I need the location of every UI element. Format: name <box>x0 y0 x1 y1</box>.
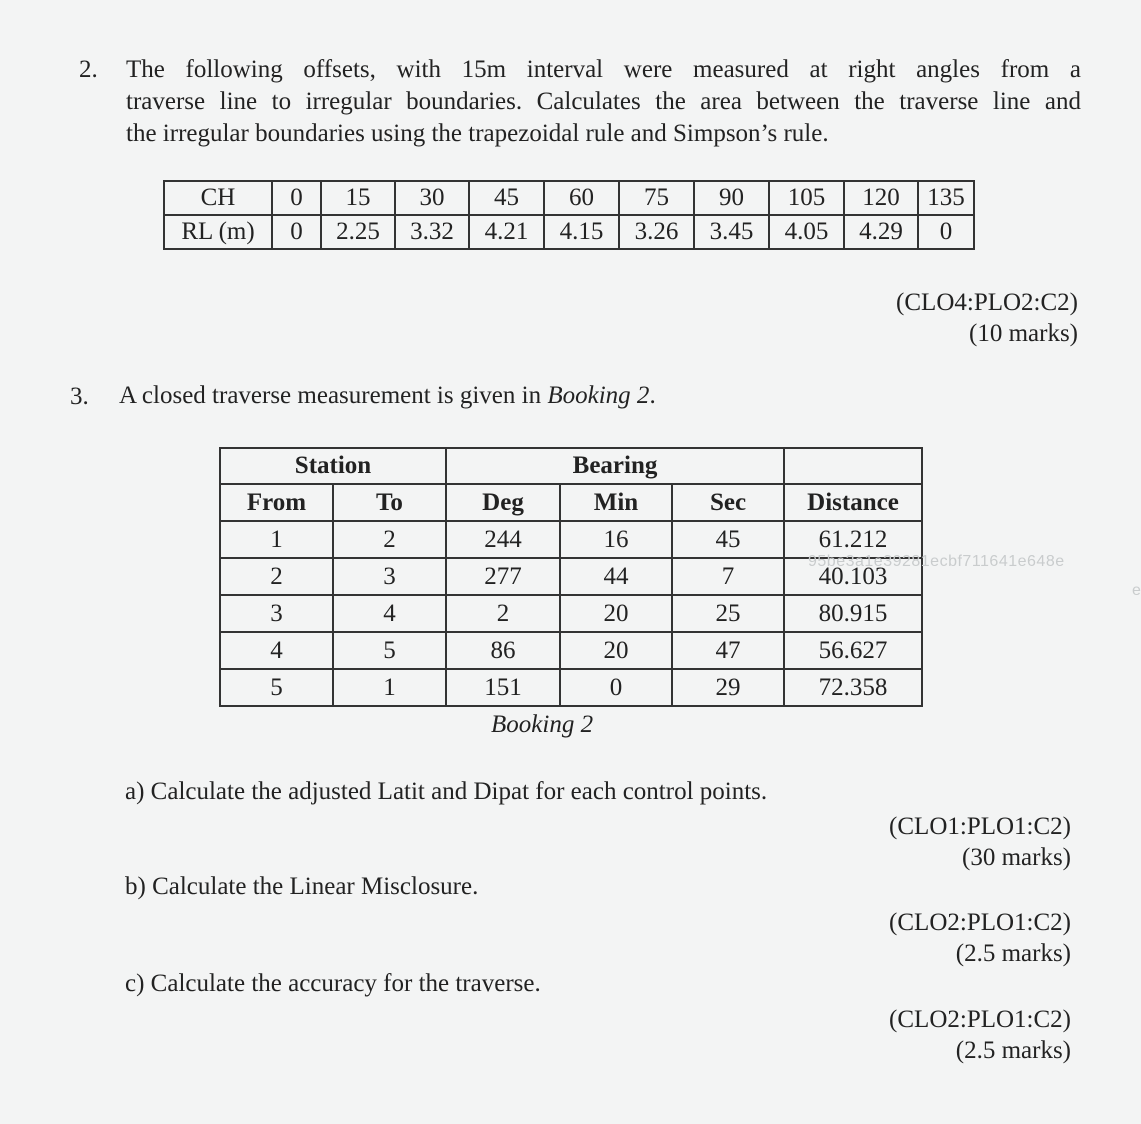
marks-label: (30 marks) <box>962 844 1071 871</box>
part-b <box>125 873 478 901</box>
rl-cell: 4.29 <box>844 215 918 249</box>
column-header-row <box>220 484 922 521</box>
rl-cell: 4.05 <box>769 215 844 249</box>
clo-label: (CLO4:PLO2:C2) <box>896 289 1078 316</box>
ch-cell: 75 <box>619 181 694 215</box>
min-cell: 16 <box>560 521 672 558</box>
part-a <box>125 778 767 806</box>
question-3-number: 3. <box>70 383 89 410</box>
ch-cell: 105 <box>769 181 844 215</box>
deg-cell: 86 <box>446 632 560 669</box>
question-2-text <box>126 54 1081 150</box>
deg-cell: 2 <box>446 595 560 632</box>
part-a-reference <box>889 811 1071 873</box>
bearing-group-header: Bearing <box>446 448 784 484</box>
question-2-line-3: the irregular boundaries using the trapezoidal rule and Simpson’s rule. <box>126 120 829 147</box>
row-header-rl: RL (m) <box>164 215 272 249</box>
ch-cell: 90 <box>694 181 769 215</box>
to-cell: 4 <box>333 595 446 632</box>
col-header-distance: Distance <box>784 484 922 521</box>
marks-label: (10 marks) <box>969 320 1078 347</box>
deg-cell: 277 <box>446 558 560 595</box>
distance-cell: 72.358 <box>784 669 922 706</box>
rl-cell: 2.25 <box>321 215 395 249</box>
question-2-line-1: The following offsets, with 15m interval were measured at right angles from a <box>126 56 1081 83</box>
rl-cell: 4.15 <box>544 215 619 249</box>
question-3-text-suffix: . <box>649 382 656 409</box>
sec-cell: 25 <box>672 595 784 632</box>
ch-cell: 30 <box>395 181 469 215</box>
clo-label: (CLO2:PLO1:C2) <box>889 909 1071 936</box>
ch-cell: 120 <box>844 181 918 215</box>
to-cell: 1 <box>333 669 446 706</box>
col-header-to: To <box>333 484 446 521</box>
row-header-ch: CH <box>164 181 272 215</box>
ch-cell: 15 <box>321 181 395 215</box>
question-3-text <box>119 380 656 412</box>
rl-cell: 0 <box>918 215 974 249</box>
distance-cell: 40.103 <box>784 558 922 595</box>
distance-cell: 56.627 <box>784 632 922 669</box>
ch-cell: 45 <box>469 181 544 215</box>
ch-row <box>164 181 974 215</box>
from-cell: 1 <box>220 521 333 558</box>
min-cell: 20 <box>560 595 672 632</box>
rl-cell: 3.45 <box>694 215 769 249</box>
from-cell: 5 <box>220 669 333 706</box>
sec-cell: 47 <box>672 632 784 669</box>
part-c-label: c) <box>125 970 145 997</box>
part-c-text: Calculate the accuracy for the traverse. <box>150 970 541 997</box>
col-header-deg: Deg <box>446 484 560 521</box>
table-caption: Booking 2 <box>491 711 594 738</box>
ch-cell: 0 <box>272 181 321 215</box>
rl-cell: 3.32 <box>395 215 469 249</box>
part-a-label: a) <box>125 778 145 805</box>
part-a-text: Calculate the adjusted Latit and Dipat for each control points. <box>150 778 768 805</box>
watermark-text: 95be3a1e39281ecbf711641e648e <box>808 553 1065 570</box>
deg-cell: 244 <box>446 521 560 558</box>
question-2-reference <box>896 287 1078 349</box>
ch-cell: 135 <box>918 181 974 215</box>
col-header-sec: Sec <box>672 484 784 521</box>
part-b-text: Calculate the Linear Misclosure. <box>152 873 479 900</box>
question-2-number: 2. <box>79 56 98 83</box>
station-group-header: Station <box>220 448 446 484</box>
clo-label: (CLO1:PLO1:C2) <box>889 813 1071 840</box>
watermark-text-2: e <box>1132 582 1141 599</box>
question-3-text-prefix: A closed traverse measurement is given in <box>119 382 548 409</box>
rl-cell: 0 <box>272 215 321 249</box>
part-c <box>125 970 541 998</box>
to-cell: 2 <box>333 521 446 558</box>
part-b-label: b) <box>125 873 146 900</box>
table-row <box>220 632 922 669</box>
col-header-min: Min <box>560 484 672 521</box>
rl-row <box>164 215 974 249</box>
part-b-reference <box>889 907 1071 969</box>
to-cell: 5 <box>333 632 446 669</box>
sec-cell: 29 <box>672 669 784 706</box>
rl-cell: 4.21 <box>469 215 544 249</box>
distance-cell: 61.212 <box>784 521 922 558</box>
sec-cell: 45 <box>672 521 784 558</box>
traverse-table <box>219 447 923 707</box>
from-cell: 3 <box>220 595 333 632</box>
offsets-table <box>163 180 975 250</box>
clo-label: (CLO2:PLO1:C2) <box>889 1006 1071 1033</box>
col-header-from: From <box>220 484 333 521</box>
from-cell: 4 <box>220 632 333 669</box>
group-header-row <box>220 448 922 484</box>
deg-cell: 151 <box>446 669 560 706</box>
booking-reference: Booking 2 <box>547 382 650 409</box>
min-cell: 0 <box>560 669 672 706</box>
table-row <box>220 595 922 632</box>
rl-cell: 3.26 <box>619 215 694 249</box>
part-c-reference <box>889 1004 1071 1066</box>
ch-cell: 60 <box>544 181 619 215</box>
to-cell: 3 <box>333 558 446 595</box>
min-cell: 44 <box>560 558 672 595</box>
marks-label: (2.5 marks) <box>955 1037 1071 1064</box>
question-2-line-2: traverse line to irregular boundaries. Calculates the area between the traverse line and <box>126 88 1081 115</box>
from-cell: 2 <box>220 558 333 595</box>
marks-label: (2.5 marks) <box>955 940 1071 967</box>
sec-cell: 7 <box>672 558 784 595</box>
distance-cell: 80.915 <box>784 595 922 632</box>
table-row <box>220 669 922 706</box>
blank-group-header <box>784 448 922 484</box>
min-cell: 20 <box>560 632 672 669</box>
